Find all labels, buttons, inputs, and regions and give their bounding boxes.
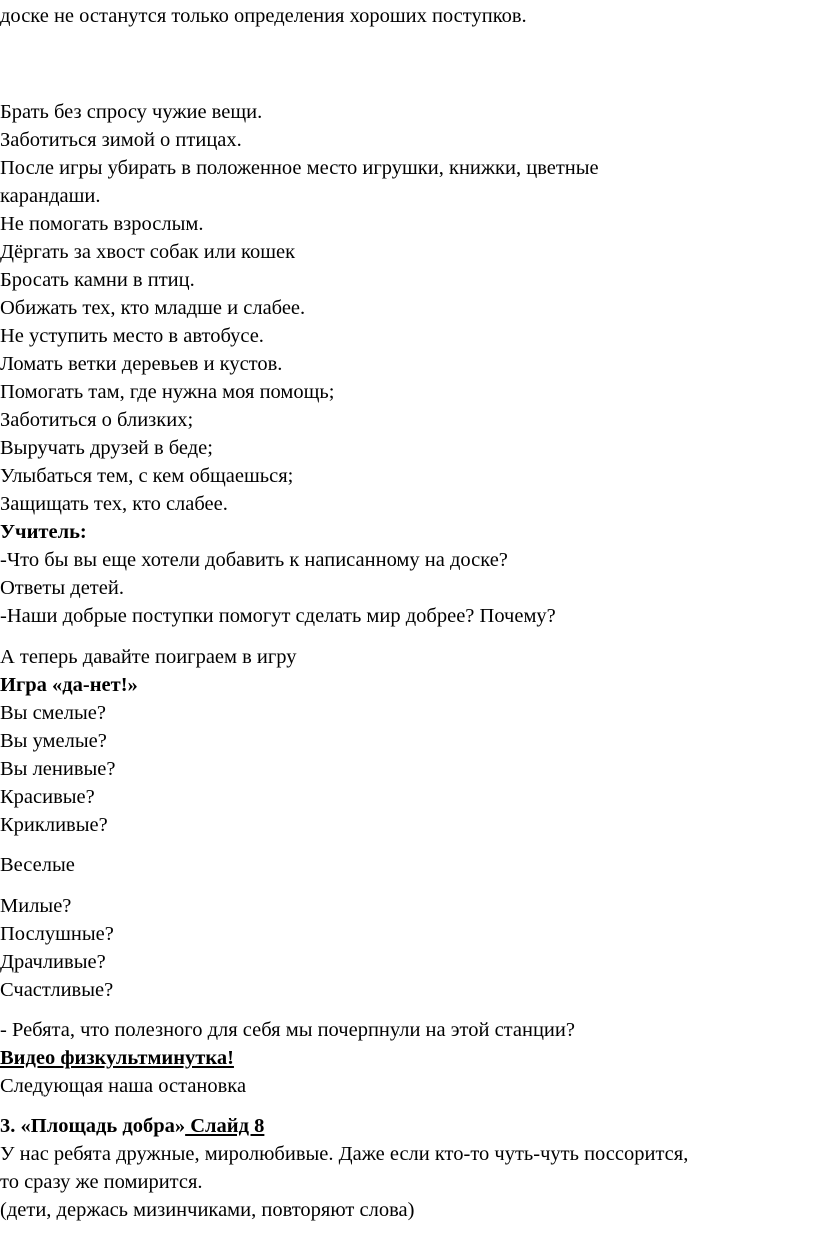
video-title: Видео физкультминутка! bbox=[0, 1047, 234, 1069]
deed-item: Дёргать за хвост собак или кошек bbox=[0, 241, 296, 263]
intro-line: доске не останутся только определения хороших поступков. bbox=[0, 5, 527, 27]
section-3-heading bbox=[0, 1112, 264, 1140]
deed-item: карандаши. bbox=[0, 185, 101, 207]
deed-item: Защищать тех, кто слабее. bbox=[0, 493, 228, 515]
station-question: - Ребята, что полезного для себя мы почерпнули на этой станции? bbox=[0, 1019, 575, 1041]
children-answers: Ответы детей. bbox=[0, 577, 124, 599]
game-question: Послушные? bbox=[0, 923, 114, 945]
deed-item: Заботиться зимой о птицах. bbox=[0, 129, 242, 151]
deed-item: Заботиться о близких; bbox=[0, 409, 194, 431]
teacher-label: Учитель: bbox=[0, 521, 87, 543]
deed-item: Не уступить место в автобусе. bbox=[0, 325, 264, 347]
deed-item: Выручать друзей в беде; bbox=[0, 437, 213, 459]
deed-item: Ломать ветки деревьев и кустов. bbox=[0, 353, 283, 375]
deed-item: После игры убирать в положенное место игрушки, книжки, цветные bbox=[0, 157, 599, 179]
game-word-cheerful: Веселые bbox=[0, 854, 75, 876]
friendly-line-1: У нас ребята дружные, миролюбивые. Даже если кто-то чуть-чуть поссорится, bbox=[0, 1143, 689, 1165]
game-question: Крикливые? bbox=[0, 814, 108, 836]
deed-item: Помогать там, где нужна моя помощь; bbox=[0, 381, 335, 403]
game-question: Вы умелые? bbox=[0, 730, 107, 752]
game-question: Милые? bbox=[0, 895, 72, 917]
deed-item: Брать без спросу чужие вещи. bbox=[0, 101, 263, 123]
deed-item: Бросать камни в птиц. bbox=[0, 269, 195, 291]
children-action: (дети, держась мизинчиками, повторяют слова) bbox=[0, 1199, 415, 1221]
game-question: Вы смелые? bbox=[0, 702, 106, 724]
deed-item: Обижать тех, кто младше и слабее. bbox=[0, 297, 306, 319]
deed-item: Не помогать взрослым. bbox=[0, 213, 204, 235]
game-question: Драчливые? bbox=[0, 951, 106, 973]
teacher-question-2: -Наши добрые поступки помогут сделать мир добрее? Почему? bbox=[0, 605, 556, 627]
section-3-title: 3. «Площадь добра» bbox=[0, 1115, 186, 1137]
game-intro: А теперь давайте поиграем в игру bbox=[0, 646, 297, 668]
next-stop: Следующая наша остановка bbox=[0, 1075, 247, 1097]
game-question: Красивые? bbox=[0, 786, 95, 808]
teacher-question-1: -Что бы вы еще хотели добавить к написанному на доске? bbox=[0, 549, 508, 571]
deed-item: Улыбаться тем, с кем общаешься; bbox=[0, 465, 294, 487]
game-title: Игра «да-нет!» bbox=[0, 674, 138, 696]
game-question: Счастливые? bbox=[0, 979, 114, 1001]
friendly-line-2: то сразу же помирится. bbox=[0, 1171, 203, 1193]
section-3-slide: Слайд 8 bbox=[185, 1115, 265, 1137]
game-question: Вы ленивые? bbox=[0, 758, 116, 780]
